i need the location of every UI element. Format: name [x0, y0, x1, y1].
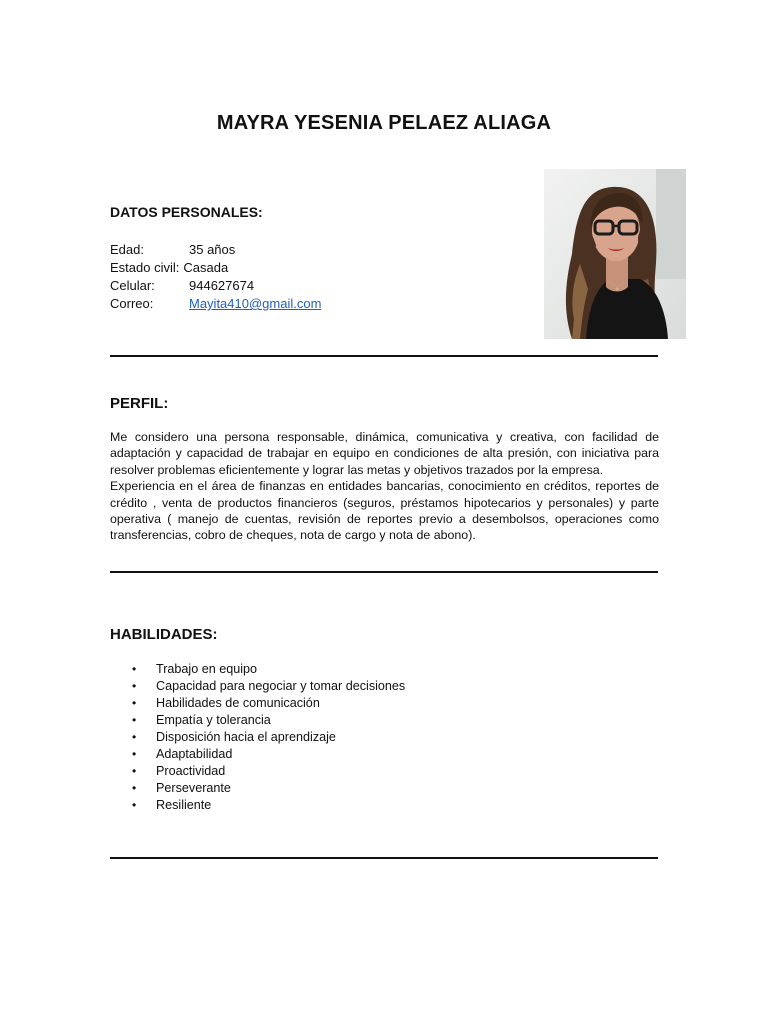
perfil-heading: PERFIL:: [110, 395, 169, 412]
celular-row: [110, 277, 321, 295]
list-item: • Adaptabilidad: [132, 747, 233, 761]
list-item: • Trabajo en equipo: [132, 662, 258, 676]
list-item: • Perseverante: [132, 781, 231, 795]
bullet-icon: •: [132, 747, 137, 761]
perfil-text: [110, 429, 659, 544]
page-title: MAYRA YESENIA PELAEZ ALIAGA: [216, 112, 552, 134]
edad-row: [110, 241, 321, 259]
habilidades-list: [110, 661, 405, 814]
bullet-icon: •: [132, 764, 137, 778]
bullet-icon: •: [132, 713, 137, 727]
email-link[interactable]: Mayita410@gmail.com: [189, 296, 322, 311]
datos-personales-list: [110, 241, 321, 313]
bullet-icon: •: [132, 730, 137, 744]
section-divider: [110, 857, 658, 859]
edad-label: Edad:: [110, 242, 144, 257]
correo-row: [110, 295, 321, 313]
habilidades-heading: HABILIDADES:: [110, 626, 218, 643]
list-item: • Disposición hacia el aprendizaje: [132, 730, 336, 744]
correo-label: Correo:: [110, 296, 154, 311]
estado-civil-row: [110, 259, 321, 277]
estado-civil-label: Estado civil:: [110, 260, 180, 275]
perfil-paragraph: Me considero una persona responsable, dinámica, comunicativa y creativa, con facilidad de adaptación y capacidad de trabajar en equipo en condiciones de alta presión, con iniciativa para resolver problemas eficientemente y lograr las metas y objetivos trazados por la empresa.: [110, 430, 659, 477]
edad-value: 35 años: [189, 242, 236, 257]
list-item: • Capacidad para negociar y tomar decisiones: [132, 679, 406, 693]
profile-photo: [544, 169, 686, 339]
section-divider: [110, 355, 658, 357]
list-item: • Resiliente: [132, 798, 212, 812]
celular-value: 944627674: [189, 278, 255, 293]
bullet-icon: •: [132, 781, 137, 795]
list-item: • Habilidades de comunicación: [132, 696, 320, 710]
bullet-icon: •: [132, 679, 137, 693]
list-item: • Proactividad: [132, 764, 226, 778]
datos-personales-heading: DATOS PERSONALES:: [110, 204, 263, 220]
section-divider: [110, 571, 658, 573]
bullet-icon: •: [132, 662, 137, 676]
bullet-icon: •: [132, 798, 137, 812]
perfil-paragraph: Experiencia en el área de finanzas en entidades bancarias, conocimiento en créditos, reportes de crédito , venta de productos financieros (seguros, préstamos hipotecarios y personales) y parte operativa ( manejo de cuentas, revisión de reportes previo a desembolsos, operaciones como transferencias, cobro de cheques, nota de cargo y nota de abono).: [110, 479, 659, 543]
profile-photo-illustration: [544, 169, 686, 339]
estado-civil-value: Casada: [183, 260, 229, 275]
list-item: • Empatía y tolerancia: [132, 713, 271, 727]
celular-label: Celular:: [110, 278, 155, 293]
bullet-icon: •: [132, 696, 137, 710]
